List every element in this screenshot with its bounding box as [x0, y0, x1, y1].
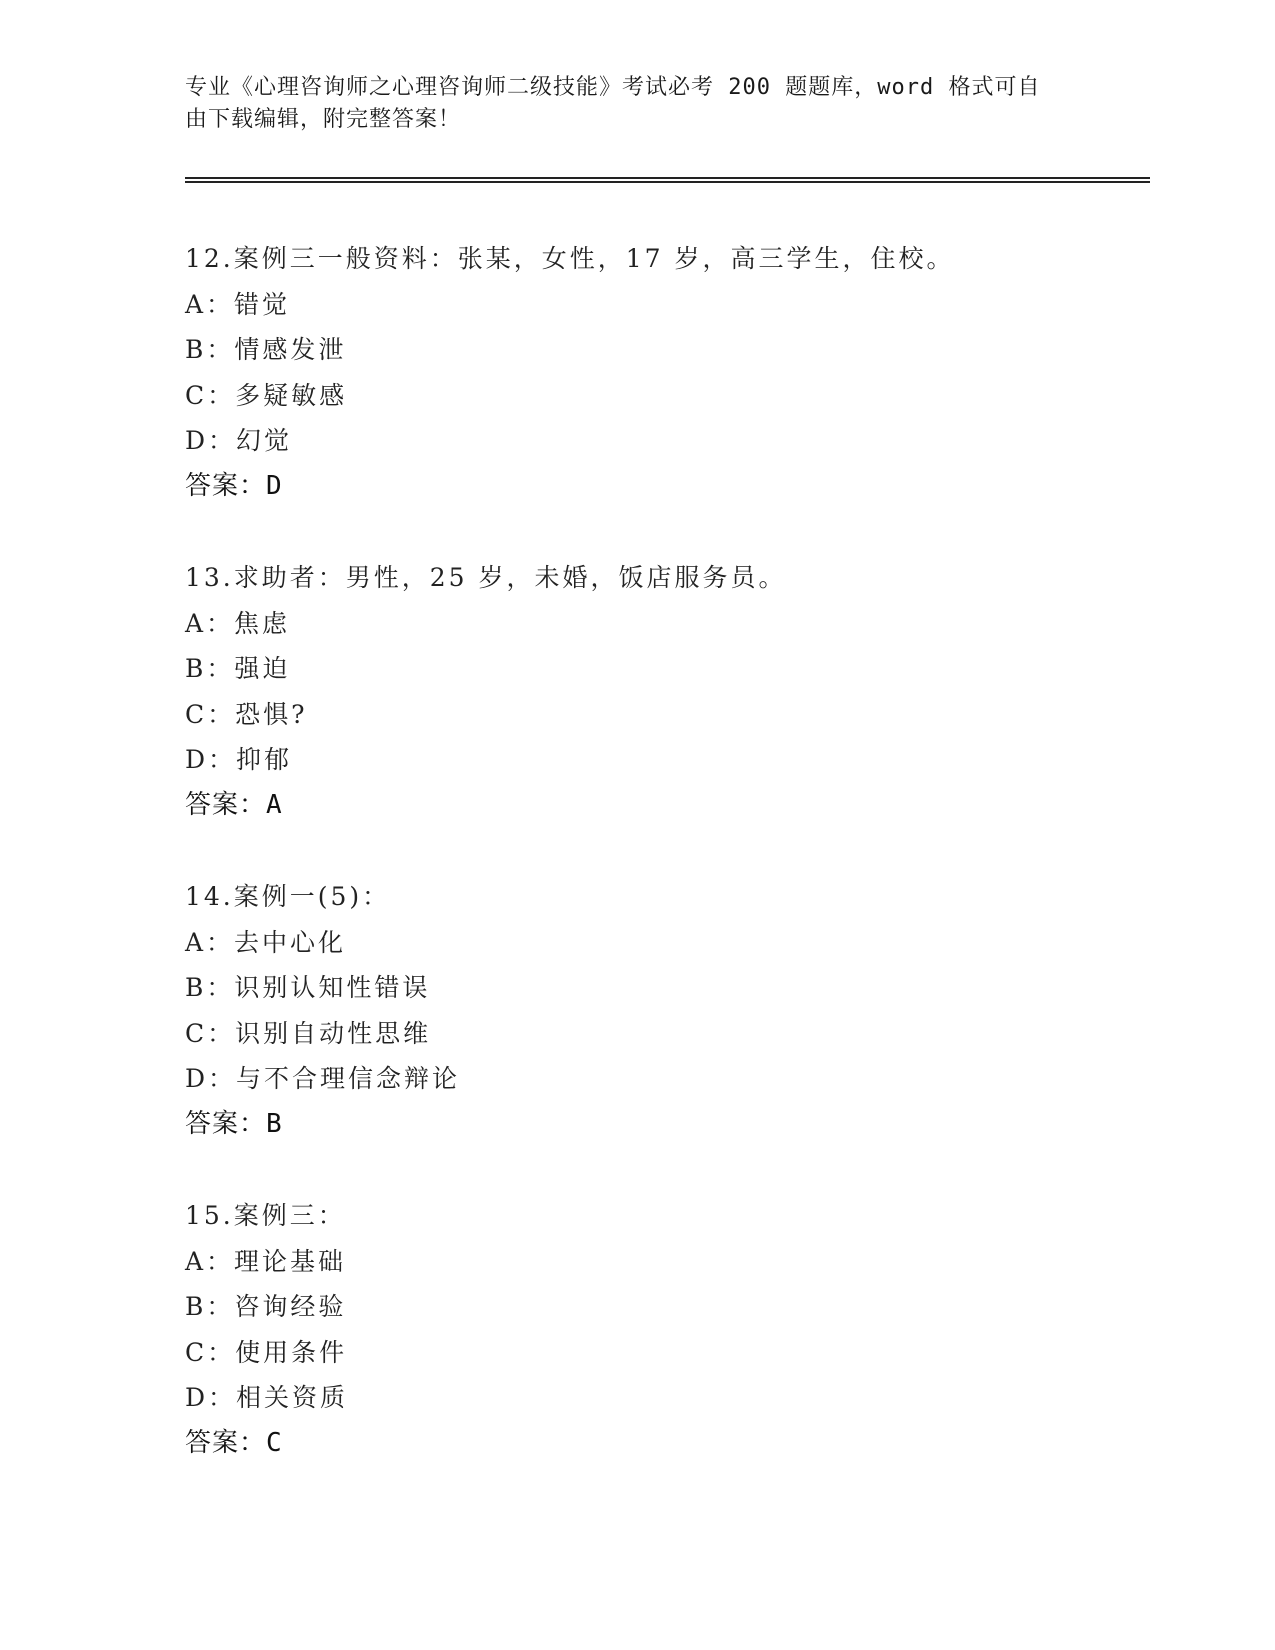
option-c: C：使用条件: [185, 1337, 348, 1367]
question-12: [185, 236, 1145, 509]
option-d: D：抑郁: [185, 745, 293, 774]
option-b: B：识别认知性错误: [185, 973, 431, 1002]
question-15: [185, 1193, 1145, 1466]
answer-line: 答案：B: [185, 1108, 283, 1139]
option-a: A：焦虑: [185, 608, 291, 638]
option-b: B：咨询经验: [185, 1292, 347, 1321]
question-stem: 13.求助者：男性，25 岁，未婚，饭店服务员。: [185, 563, 787, 592]
header-divider-bottom: [185, 181, 1150, 183]
answer-line: 答案：C: [185, 1427, 283, 1458]
option-b: B：强迫: [185, 654, 291, 683]
option-d: D：幻觉: [185, 426, 293, 455]
option-d: D：相关资质: [185, 1383, 349, 1412]
question-13: [185, 555, 1145, 828]
option-b: B：情感发泄: [185, 335, 347, 364]
question-stem: 14.案例一(5)：: [185, 882, 391, 911]
question-14: [185, 874, 1145, 1147]
question-stem: 12.案例三一般资料：张某，女性，17 岁，高三学生，住校。: [185, 244, 955, 273]
document-intro: [185, 72, 1065, 136]
answer-line: 答案：D: [185, 470, 283, 501]
option-c: C：多疑敏感: [185, 380, 348, 410]
intro-line-1: 专业《心理咨询师之心理咨询师二级技能》考试必考 200 题题库，word 格式可自: [185, 75, 1041, 100]
option-a: A：去中心化: [185, 927, 347, 957]
header-divider-top: [185, 177, 1150, 179]
option-a: A：错觉: [185, 289, 291, 319]
option-c: C：恐惧?: [185, 699, 308, 729]
option-a: A：理论基础: [185, 1246, 347, 1276]
option-d: D：与不合理信念辩论: [185, 1064, 461, 1093]
option-c: C：识别自动性思维: [185, 1018, 432, 1048]
answer-line: 答案：A: [185, 789, 283, 820]
question-stem: 15.案例三：: [185, 1201, 346, 1230]
intro-line-2: 由下载编辑，附完整答案！: [185, 107, 462, 132]
